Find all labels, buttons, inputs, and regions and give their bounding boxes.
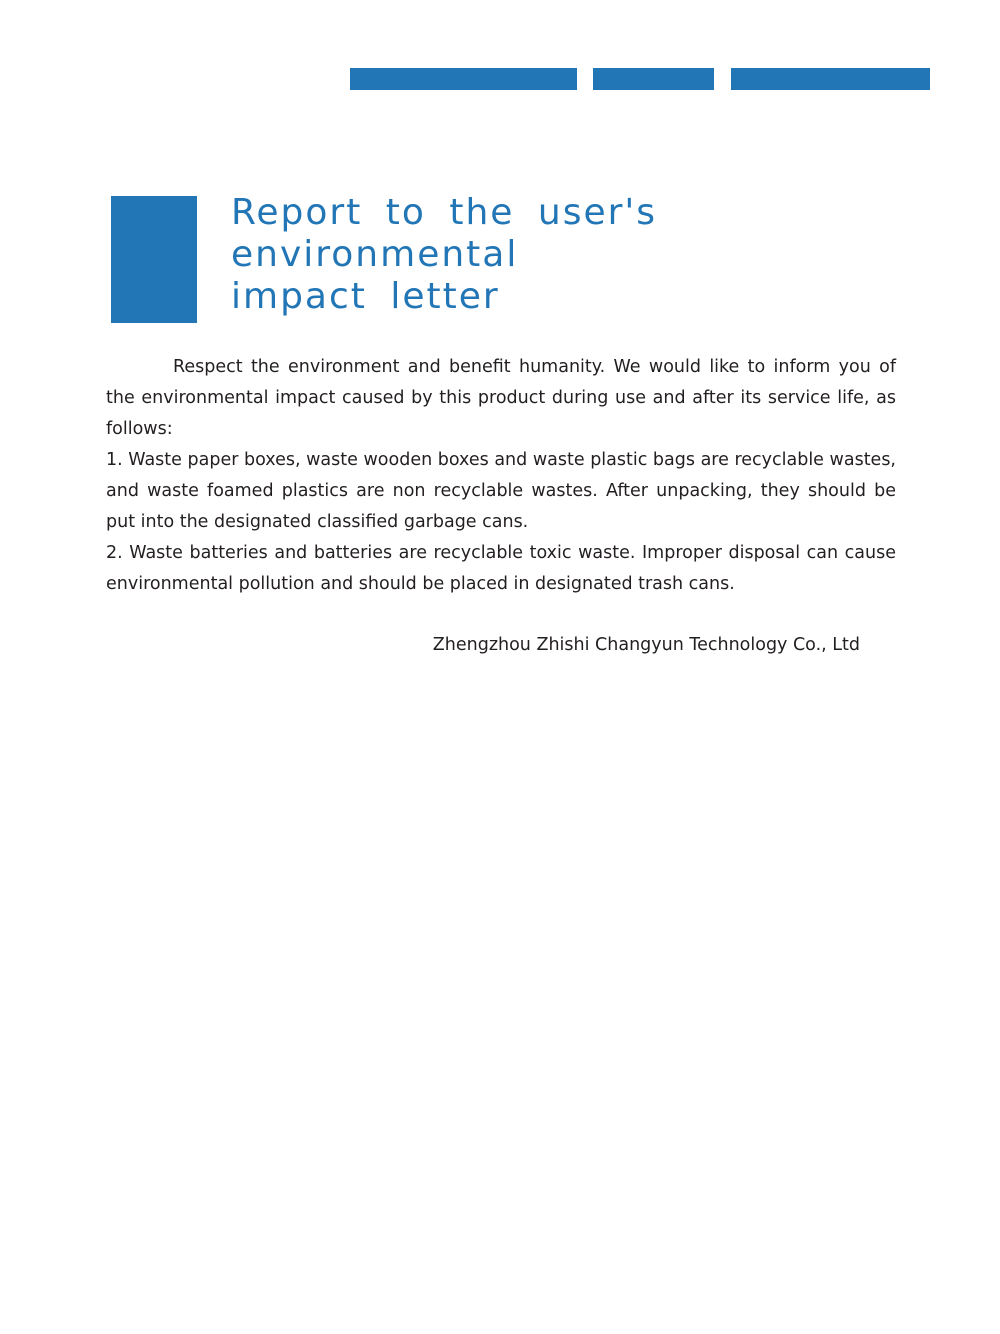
title-line-2: environmental	[231, 234, 519, 275]
letter-body	[106, 352, 896, 600]
header-decor-bar-1	[350, 68, 577, 90]
list-item: 2. Waste batteries and batteries are recyclable toxic waste. Improper disposal can cause environmental pollution and should be placed in designated trash cans.	[106, 543, 896, 594]
header-decor-bar-2	[593, 68, 714, 90]
heading-accent-block	[111, 196, 197, 323]
title-line-1: Report to the user's	[231, 192, 658, 233]
company-signature: Zhengzhou Zhishi Changyun Technology Co., Ltd	[432, 635, 860, 655]
header-decor-bar-3	[731, 68, 930, 90]
page-title	[231, 192, 791, 318]
title-line-3: impact letter	[231, 276, 500, 317]
list-item: 1. Waste paper boxes, waste wooden boxes and waste plastic bags are recyclable wastes, and waste foamed plastics are non recyclable wastes. After unpacking, they should be put into the designated classified garbage cans.	[106, 450, 896, 532]
intro-paragraph: Respect the environment and benefit humanity. We would like to inform you of the environmental impact caused by this product during use and after its service life, as follows:	[106, 357, 896, 439]
